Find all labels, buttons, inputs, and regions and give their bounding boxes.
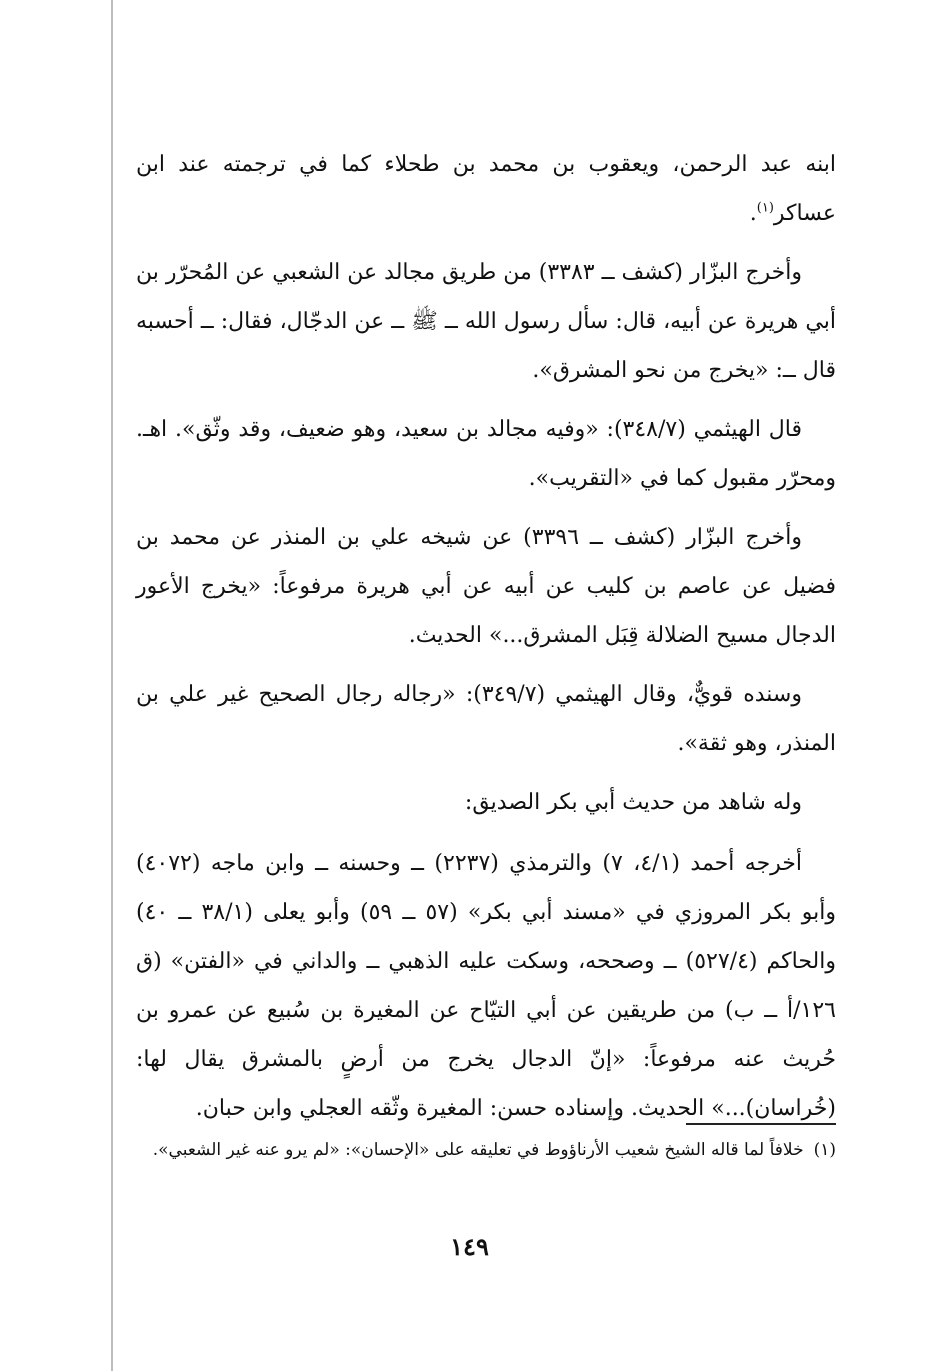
footnote-separator (686, 1123, 836, 1125)
paragraph-1 (136, 140, 836, 238)
footnote-number: (١) (813, 1140, 836, 1160)
paragraph-1-end: . (749, 201, 757, 226)
paragraph-1-text: ابنه عبد الرحمن، ويعقوب بن محمد بن طحلاء كما في ترجمته عند ابن عساكر (136, 152, 836, 226)
paragraph-7: أخرجه أحمد (٤/١، ٧) والترمذي (٢٢٣٧) ــ وحسنه ــ وابن ماجه (٤٠٧٢) وأبو بكر المروزي في «مسند أبي بكر» (٥٧ ــ ٥٩) وأبو يعلى (٣٨/١ ــ ٤٠) والحاكم (٥٢٧/٤) ــ وصححه، وسكت عليه الذهبي ــ والداني في «الفتن» (ق ١٢٦/أ ــ ب) من طريقين عن أبي التيّاح عن المغيرة بن سُبيع عن عمرو بن حُريث عنه مرفوعاً: «إنّ الدجال يخرج من أرضٍ بالمشرق يقال لها: (خُراسان)...» الحديث. وإسناده حسن: المغيرة وثّقه العجلي وابن حبان. (136, 851, 836, 1121)
footnote-reference[interactable]: (١) (756, 200, 774, 216)
footnote (136, 1133, 836, 1168)
page-body (136, 140, 836, 1143)
paragraph-6: وله شاهد من حديث أبي بكر الصديق: (464, 790, 802, 815)
paragraph-2: وأخرج البزّار (كشف ــ ٣٣٨٣) من طريق مجالد عن الشعبي عن المُحرّر بن أبي هريرة عن أبيه، قال: سأل رسول الله ــ ﷺ ــ عن الدجّال، فقال: ــ أحسبه قال ــ: «يخرج من نحو المشرق». (136, 260, 836, 383)
paragraph-4: وأخرج البزّار (كشف ــ ٣٣٩٦) عن شيخه علي بن المنذر عن محمد بن فضيل عن عاصم بن كليب عن أبيه عن أبي هريرة مرفوعاً: «يخرج الأعور الدجال مسيح الضلالة قِبَل المشرق...» الحديث. (136, 525, 836, 648)
page-binding-line (111, 0, 113, 1371)
paragraph-5: وسنده قويٌّ، وقال الهيثمي (٣٤٩/٧): «رجاله رجال الصحيح غير علي بن المنذر، وهو ثقة». (136, 682, 836, 756)
paragraph-3: قال الهيثمي (٣٤٨/٧): «وفيه مجالد بن سعيد، وهو ضعيف، وقد وثّق». اهـ. ومحرّر مقبول كما في «التقريب». (136, 417, 836, 491)
page-number: ١٤٩ (450, 1232, 489, 1261)
footnote-text: خلافاً لما قاله الشيخ شعيب الأرناؤوط في تعليقه على «الإحسان»: «لم يرو عنه غير الشعبي». (152, 1140, 804, 1160)
